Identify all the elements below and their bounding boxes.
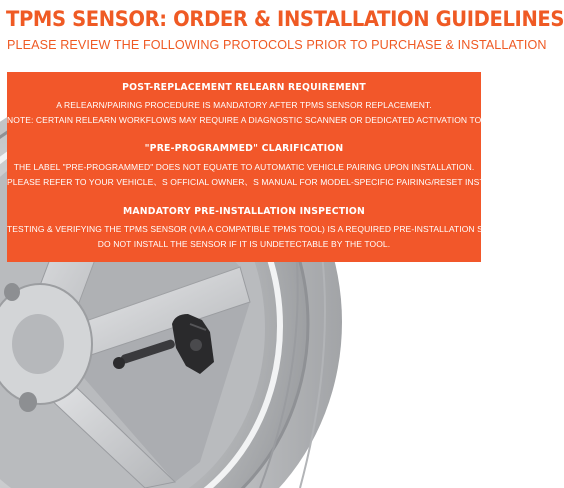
tpms-valve-cap — [113, 357, 125, 369]
section-heading-pre-programmed: "PRE-PROGRAMMED" CLARIFICATION — [144, 143, 344, 154]
section-line: THE LABEL "PRE-PROGRAMMED" DOES NOT EQUATE TO AUTOMATIC VEHICLE PAIRING UPON INSTALLATION. — [13, 162, 475, 172]
guidelines-panel — [7, 72, 533, 262]
section-line: A RELEARN/PAIRING PROCEDURE IS MANDATORY AFTER TPMS SENSOR REPLACEMENT. — [56, 100, 432, 110]
page-header — [0, 0, 564, 62]
section-line: NOTE: CERTAIN RELEARN WORKFLOWS MAY REQUIRE A DIAGNOSTIC SCANNER OR DEDICATED ACTIVATION TOOL. — [7, 115, 496, 125]
lug-hole — [19, 392, 37, 412]
center-bore — [12, 314, 64, 374]
section-heading-inspection: MANDATORY PRE-INSTALLATION INSPECTION — [122, 206, 366, 217]
lug-hole — [4, 283, 20, 301]
page-subtitle: PLEASE REVIEW THE FOLLOWING PROTOCOLS PRIOR TO PURCHASE & INSTALLATION — [7, 38, 547, 52]
section-heading-relearn: POST-REPLACEMENT RELEARN REQUIREMENT — [122, 82, 366, 93]
page-title: TPMS SENSOR: ORDER & INSTALLATION GUIDELINES — [6, 7, 564, 31]
section-line: PLEASE REFER TO YOUR VEHICLE、S OFFICIAL OWNER、S MANUAL FOR MODEL-SPECIFIC PAIRING/RESET INSTRUCTIONS. — [7, 177, 533, 187]
section-line: DO NOT INSTALL THE SENSOR IF IT IS UNDETECTABLE BY THE TOOL. — [97, 239, 391, 249]
section-line: TESTING & VERIFYING THE TPMS SENSOR (VIA A COMPATIBLE TPMS TOOL) IS A REQUIRED PRE-INSTALLATION STEP. — [7, 224, 502, 234]
